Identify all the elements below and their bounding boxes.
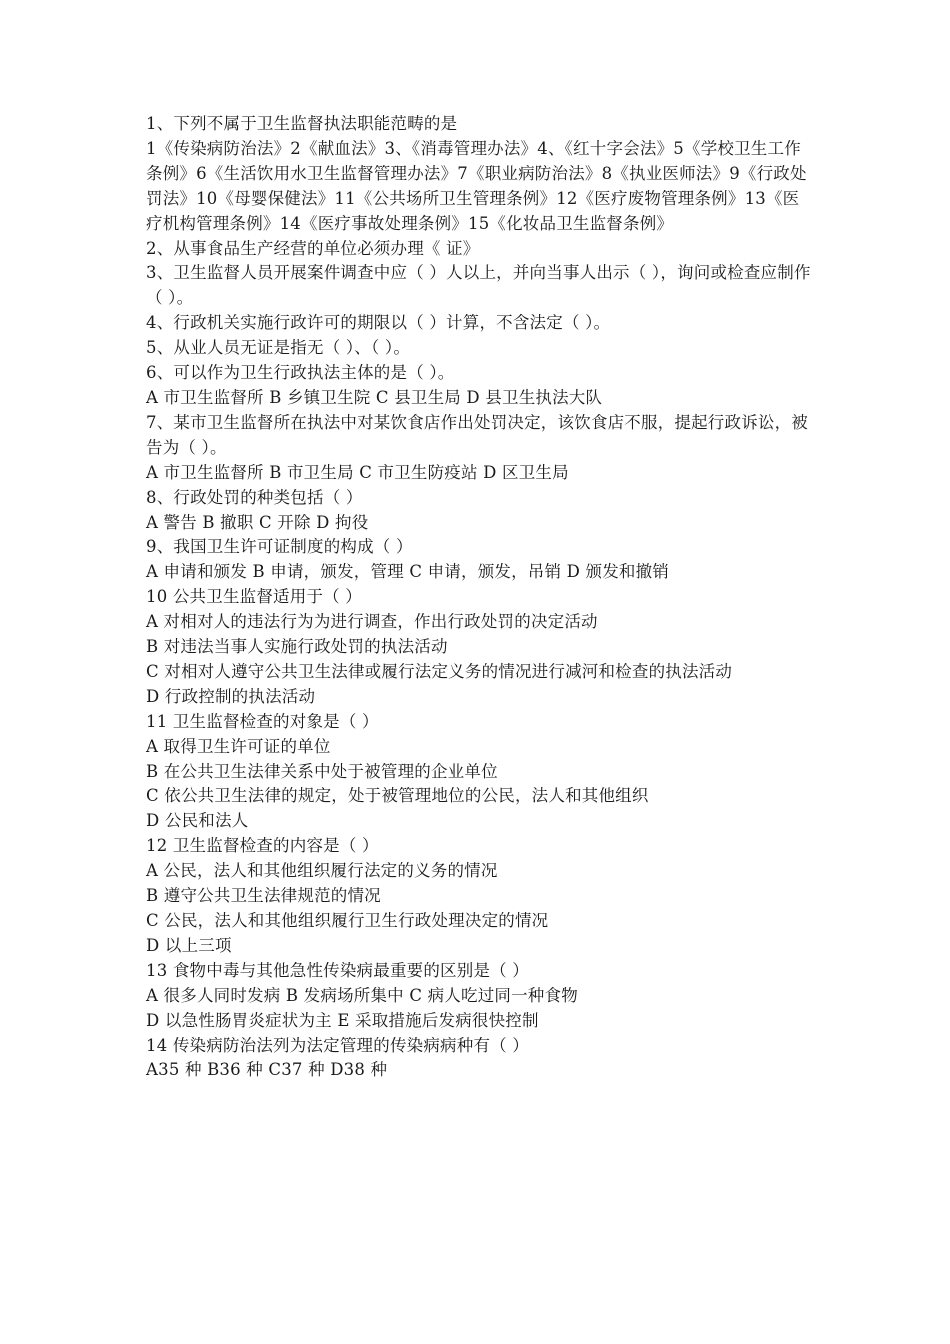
question-8-options: A 警告 B 撤职 C 开除 D 拘役 (146, 512, 369, 532)
question-11-option-d: D 公民和法人 (146, 811, 249, 831)
question-12-option-d: D 以上三项 (146, 935, 232, 955)
question-11-stem: 11 卫生监督检查的对象是（ ） (146, 711, 379, 731)
document-body (146, 112, 811, 1083)
question-12-option-b: B 遵守公共卫生法律规范的情况 (146, 886, 381, 906)
question-10-option-d: D 行政控制的执法活动 (146, 686, 316, 706)
question-1-stem: 1、下列不属于卫生监督执法职能范畴的是 (146, 114, 458, 133)
question-13-options-1: A 很多人同时发病 B 发病场所集中 C 病人吃过同一种食物 (146, 985, 578, 1005)
question-11-option-a: A 取得卫生许可证的单位 (146, 736, 331, 756)
question-9-stem: 9、我国卫生许可证制度的构成（ ） (146, 537, 413, 557)
question-9-options: A 申请和颁发 B 申请，颁发，管理 C 申请，颁发，吊销 D 颁发和撤销 (146, 562, 670, 582)
question-10-option-a: A 对相对人的违法行为为进行调查，作出行政处罚的决定活动 (146, 612, 598, 632)
question-6-options: A 市卫生监督所 B 乡镇卫生院 C 县卫生局 D 县卫生执法大队 (146, 387, 603, 407)
question-7-stem: 7、某市卫生监督所在执法中对某饮食店作出处罚决定，该饮食店不服，提起行政诉讼，被告为（ ）。 (146, 412, 808, 457)
question-14-stem: 14 传染病防治法列为法定管理的传染病病种有（ ） (146, 1035, 529, 1055)
question-4-stem: 4、行政机关实施行政许可的期限以（ ）计算，不含法定（ ）。 (146, 313, 611, 333)
question-12-option-a: A 公民，法人和其他组织履行法定的义务的情况 (146, 861, 498, 881)
question-14-options: A35 种 B36 种 C37 种 D38 种 (146, 1060, 388, 1080)
question-12-option-c: C 公民，法人和其他组织履行卫生行政处理决定的情况 (146, 911, 549, 930)
question-13-options-2: D 以急性肠胃炎症状为主 E 采取措施后发病很快控制 (146, 1010, 539, 1030)
question-10-option-b: B 对违法当事人实施行政处罚的执法活动 (146, 637, 448, 657)
question-11-option-c: C 依公共卫生法律的规定，处于被管理地位的公民，法人和其他组织 (146, 786, 649, 806)
question-6-stem: 6、可以作为卫生行政执法主体的是（ ）。 (146, 363, 455, 383)
question-11-option-b: B 在公共卫生法律关系中处于被管理的企业单位 (146, 761, 498, 781)
question-7-options: A 市卫生监督所 B 市卫生局 C 市卫生防疫站 D 区卫生局 (146, 462, 569, 482)
question-10-option-c: C 对相对人遵守公共卫生法律或履行法定义务的情况进行减河和检查的执法活动 (146, 661, 733, 681)
question-1-options: 1《传染病防治法》2《献血法》3、《消毒管理办法》4、《红十字会法》5《学校卫生工作条例》6《生活饮用水卫生监督管理办法》7《职业病防治法》8《执业医师法》9《行政处罚法》10《母婴保健法》11《公共场所卫生管理条例》12《医疗废物管理条例》13《医疗机构管理条例》14《医疗事故处理条例》15《化妆品卫生监督条例》 (146, 138, 807, 233)
question-5-stem: 5、从业人员无证是指无（ ）、（ ）。 (146, 338, 411, 358)
question-3-stem: 3、卫生监督人员开展案件调查中应（ ）人以上，并向当事人出示（ ），询问或检查应制作（ ）。 (146, 263, 811, 308)
question-12-stem: 12 卫生监督检查的内容是（ ） (146, 836, 379, 856)
question-13-stem: 13 食物中毒与其他急性传染病最重要的区别是（ ） (146, 960, 529, 980)
question-10-stem: 10 公共卫生监督适用于（ ） (146, 587, 362, 607)
question-2-stem: 2、从事食品生产经营的单位必须办理《 证》 (146, 238, 480, 258)
question-8-stem: 8、行政处罚的种类包括（ ） (146, 487, 363, 507)
